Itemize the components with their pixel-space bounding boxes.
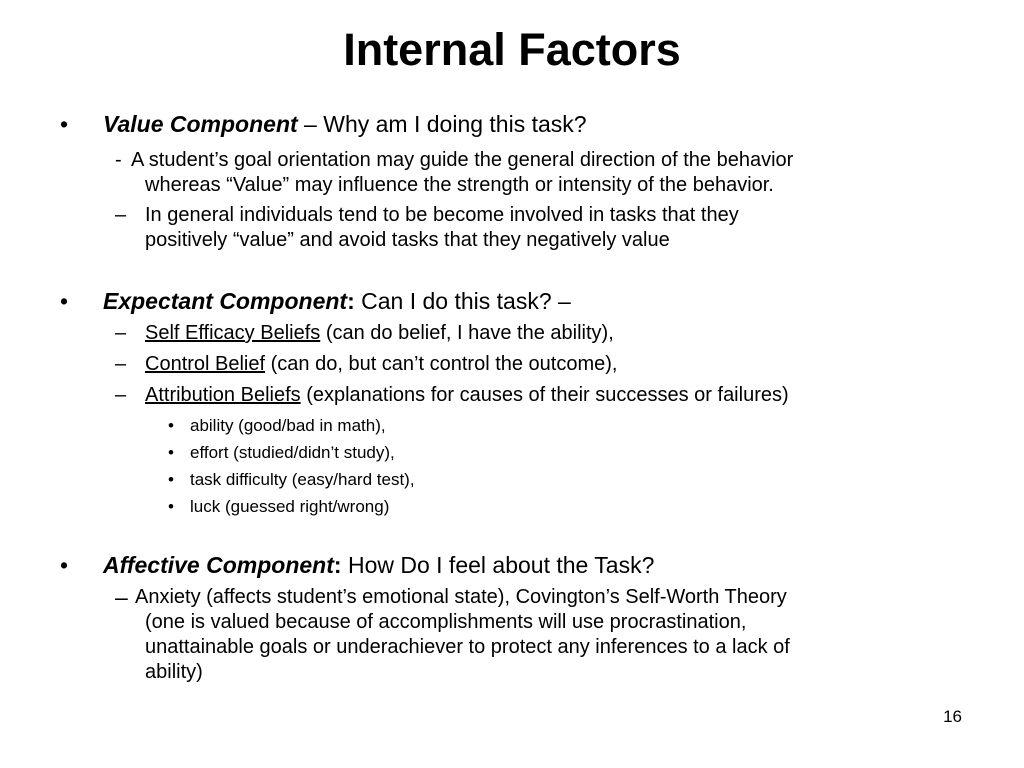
attribution-ability: ability (good/bad in math), xyxy=(190,416,386,435)
affective-sub-item xyxy=(60,585,990,685)
expectant-colon: : xyxy=(347,288,355,314)
attribution-beliefs-desc: (explanations for causes of their successes or failures) xyxy=(300,384,789,406)
value-sub2-line1: In general individuals tend to be become involved in tasks that they xyxy=(145,204,739,226)
bullet-icon: • xyxy=(168,443,174,462)
list-item xyxy=(60,439,990,466)
attribution-luck: luck (guessed right/wrong) xyxy=(190,497,390,516)
page-number: 16 xyxy=(943,707,962,726)
affective-line1: Anxiety (affects student’s emotional state), Covington’s Self-Worth Theory xyxy=(135,586,787,608)
value-question: – Why am I doing this task? xyxy=(297,111,587,137)
dash-icon: – xyxy=(115,384,127,406)
affective-heading-line xyxy=(60,551,990,585)
control-belief-desc: (can do, but can’t control the outcome), xyxy=(265,353,618,375)
affective-question: How Do I feel about the Task? xyxy=(341,552,655,578)
affective-line4: ability) xyxy=(145,661,203,683)
value-sub2-line2: positively “value” and avoid tasks that they negatively value xyxy=(145,229,670,251)
expectant-section xyxy=(60,287,990,520)
expectant-heading-line xyxy=(60,287,990,321)
bullet-icon: • xyxy=(168,416,174,435)
bullet-icon: • xyxy=(60,288,69,314)
value-sub-item-1 xyxy=(60,148,990,198)
affective-heading: Affective Component xyxy=(103,552,334,578)
value-sub-item-2 xyxy=(60,203,990,253)
attribution-effort: effort (studied/didn’t study), xyxy=(190,443,395,462)
value-sub1-line2: whereas “Value” may influence the strength or intensity of the behavior. xyxy=(145,174,774,196)
affective-section xyxy=(60,551,990,685)
value-heading-line xyxy=(60,110,990,146)
self-efficacy-desc: (can do belief, I have the ability), xyxy=(320,322,614,344)
attribution-task-difficulty: task difficulty (easy/hard test), xyxy=(190,470,415,489)
list-item xyxy=(60,321,990,352)
dash-icon: – xyxy=(115,584,128,610)
value-heading: Value Component xyxy=(103,111,298,137)
bullet-icon: • xyxy=(60,111,69,137)
dash-icon: – xyxy=(115,353,127,375)
list-item xyxy=(60,466,990,493)
bullet-icon: • xyxy=(168,497,174,516)
dash-icon: – xyxy=(115,322,127,344)
value-sub1-line1: A student’s goal orientation may guide the general direction of the behavior xyxy=(131,149,794,171)
affective-line2: (one is valued because of accomplishments will use procrastination, xyxy=(145,611,747,633)
self-efficacy-term: Self Efficacy Beliefs xyxy=(145,322,321,344)
list-item xyxy=(60,493,990,520)
slide-body xyxy=(60,110,990,685)
expectant-heading: Expectant Component xyxy=(103,288,348,314)
control-belief-term: Control Belief xyxy=(145,353,266,375)
slide-title: Internal Factors xyxy=(343,24,681,75)
value-section xyxy=(60,110,990,253)
list-item xyxy=(60,352,990,383)
list-item xyxy=(60,412,990,439)
dash-icon: - xyxy=(115,149,122,171)
dash-icon: – xyxy=(115,204,127,226)
affective-colon: : xyxy=(333,552,342,578)
bullet-icon: • xyxy=(168,470,174,489)
affective-line3: unattainable goals or underachiever to protect any inferences to a lack of xyxy=(145,636,790,658)
bullet-icon: • xyxy=(60,552,69,578)
expectant-question: Can I do this task? – xyxy=(354,288,571,314)
attribution-beliefs-term: Attribution Beliefs xyxy=(145,384,301,406)
list-item xyxy=(60,383,990,412)
